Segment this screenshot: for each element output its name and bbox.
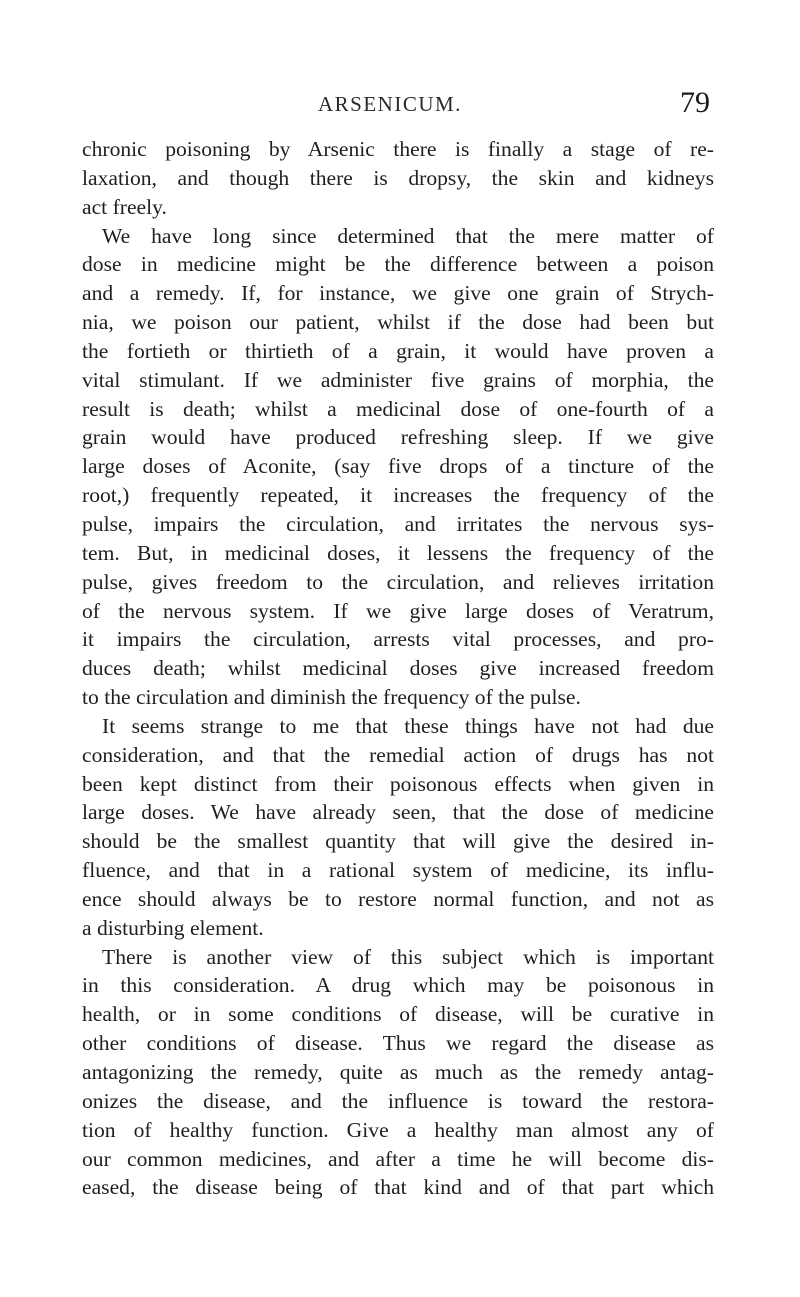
text-line: ence should always be to restore normal function, and not as <box>82 886 714 911</box>
body-text <box>82 135 714 1202</box>
text-line: the fortieth or thirtieth of a grain, it would have proven a <box>82 338 714 363</box>
text-line: pulse, impairs the circulation, and irritates the nervous sys- <box>82 511 714 536</box>
text-line: tion of healthy function. Give a healthy man almost any of <box>82 1117 714 1142</box>
text-line: large doses of Aconite, (say five drops of a tincture of the <box>82 454 714 479</box>
text-line: duces death; whilst medicinal doses give increased freedom <box>82 656 714 681</box>
text-line: It seems strange to me that these things have not had due <box>102 713 714 738</box>
text-line: our common medicines, and after a time he will become dis- <box>82 1146 714 1171</box>
text-line: health, or in some conditions of disease, will be curative in <box>82 1002 714 1027</box>
text-line: dose in medicine might be the difference between a poison <box>82 252 714 277</box>
text-line: laxation, and though there is dropsy, the skin and kidneys <box>82 165 714 190</box>
text-line: result is death; whilst a medicinal dose of one-fourth of a <box>82 396 714 421</box>
page-header <box>0 86 800 126</box>
text-line: antagonizing the remedy, quite as much as the remedy antag- <box>82 1060 714 1084</box>
text-line: and a remedy. If, for instance, we give one grain of Strych- <box>82 281 714 306</box>
text-line: There is another view of this subject which is important <box>102 944 714 969</box>
text-line: chronic poisoning by Arsenic there is finally a stage of re- <box>82 137 714 161</box>
text-line: to the circulation and diminish the frequency of the pulse. <box>82 685 581 710</box>
text-line: tem. But, in medicinal doses, it lessens the frequency of the <box>82 540 714 565</box>
text-line: in this consideration. A drug which may be poisonous in <box>82 973 714 998</box>
text-line: eased, the disease being of that kind and of that part which <box>82 1175 714 1200</box>
text-line: other conditions of disease. Thus we regard the disease as <box>82 1031 714 1056</box>
page-number: 79 <box>680 86 710 119</box>
text-line: fluence, and that in a rational system of medicine, its influ- <box>82 858 714 883</box>
text-line: consideration, and that the remedial action of drugs has not <box>82 742 714 767</box>
text-line: nia, we poison our patient, whilst if the dose had been but <box>82 310 714 335</box>
text-line: been kept distinct from their poisonous effects when given in <box>82 771 714 796</box>
text-line: large doses. We have already seen, that the dose of medicine <box>82 800 714 825</box>
text-line: grain would have produced refreshing sleep. If we give <box>82 425 714 450</box>
text-line: of the nervous system. If we give large doses of Veratrum, <box>82 598 714 623</box>
text-line: should be the smallest quantity that will give the desired in- <box>82 829 714 854</box>
text-line: act freely. <box>82 194 167 219</box>
text-line: pulse, gives freedom to the circulation, and relieves irritation <box>82 569 714 594</box>
text-line: We have long since determined that the mere matter of <box>102 223 714 248</box>
text-line: vital stimulant. If we administer five grains of morphia, the <box>82 367 714 392</box>
text-line: onizes the disease, and the influence is toward the restora- <box>82 1088 714 1113</box>
text-line: root,) frequently repeated, it increases the frequency of the <box>82 483 714 508</box>
running-head: ARSENICUM. <box>318 92 462 116</box>
text-line: it impairs the circulation, arrests vital processes, and pro- <box>82 627 714 652</box>
text-line: a disturbing element. <box>82 915 264 940</box>
